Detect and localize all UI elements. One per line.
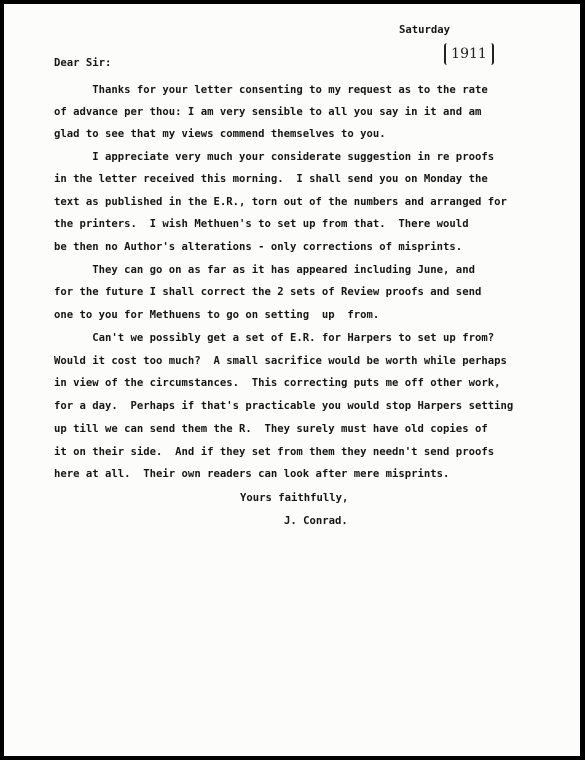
body-line: Would it cost too much? A small sacrifice would be worth while perhaps	[54, 355, 507, 367]
letter-signature: J. Conrad.	[284, 515, 348, 527]
body-line: They can go on as far as it has appeared including June, and	[54, 264, 475, 276]
letter-day: Saturday	[399, 24, 451, 36]
letter-closing: Yours faithfully,	[240, 492, 349, 504]
body-line: in the letter received this morning. I shall send you on Monday the	[54, 173, 488, 185]
body-line: it on their side. And if they set from them they needn't send proofs	[54, 446, 495, 458]
body-line: up till we can send them the R. They surely must have old copies of	[54, 423, 488, 435]
body-line: here at all. Their own readers can look after mere misprints.	[54, 468, 450, 480]
body-line: be then no Author's alterations - only corrections of misprints.	[54, 241, 463, 253]
body-line: for a day. Perhaps if that's practicable you would stop Harpers setting	[54, 400, 514, 412]
body-line: I appreciate very much your considerate suggestion in re proofs	[54, 151, 495, 163]
body-line: for the future I shall correct the 2 sets of Review proofs and send	[54, 286, 482, 298]
body-line: text as published in the E.R., torn out of the numbers and arranged for	[54, 196, 507, 208]
letter-year: 1911	[444, 43, 494, 65]
letter-page	[4, 4, 580, 756]
letter-salutation: Dear Sir:	[54, 57, 112, 69]
body-line: in view of the circumstances. This correcting puts me off other work,	[54, 377, 501, 389]
body-line: Can't we possibly get a set of E.R. for Harpers to set up from?	[54, 332, 495, 344]
body-line: of advance per thou: I am very sensible to all you say in it and am	[54, 106, 482, 118]
body-line: glad to see that my views commend themselves to you.	[54, 128, 386, 140]
body-line: the printers. I wish Methuen's to set up from that. There would	[54, 218, 469, 230]
body-line: one to you for Methuens to go on setting up from.	[54, 309, 380, 321]
body-line: Thanks for your letter consenting to my request as to the rate	[54, 84, 488, 96]
